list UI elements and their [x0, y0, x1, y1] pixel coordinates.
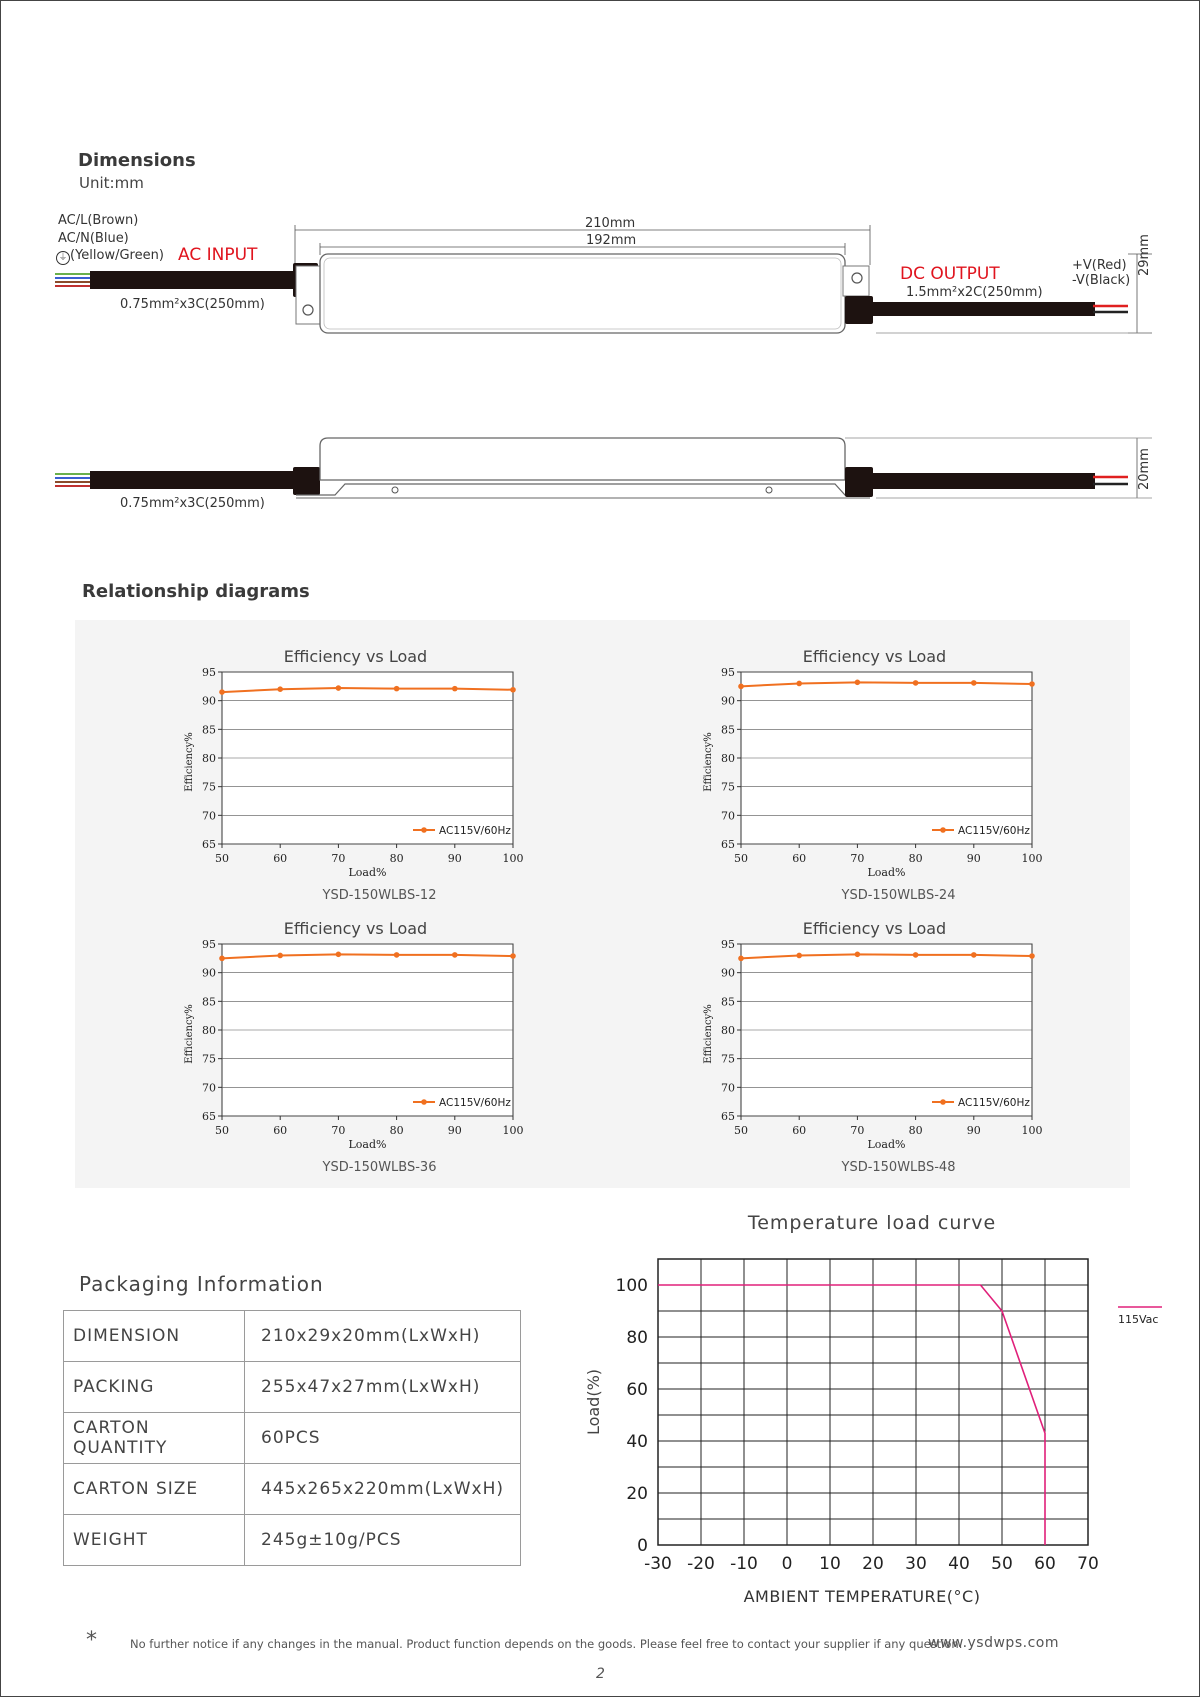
y-tick-label: 65 — [721, 838, 735, 851]
temp-x-axis-label: AMBIENT TEMPERATURE(°C) — [743, 1587, 981, 1606]
x-tick-label: 100 — [1021, 852, 1043, 865]
chart-caption: YSD-150WLBS-12 — [322, 888, 437, 903]
temp-y-tick-label: 0 — [637, 1536, 648, 1556]
data-point — [277, 686, 283, 692]
x-tick-label: 90 — [447, 1124, 462, 1137]
x-tick-label: 70 — [850, 852, 865, 865]
packaging-value: 445x265x220mm(LxWxH) — [245, 1464, 521, 1515]
y-tick-label: 75 — [202, 1052, 216, 1066]
temp-legend-label: 115Vac — [1118, 1313, 1159, 1326]
data-point — [855, 952, 861, 958]
chart-title: Efficiency vs Load — [283, 647, 428, 666]
ac-n-label: AC/N(Blue) — [58, 231, 129, 246]
x-tick-label: 100 — [502, 1124, 524, 1137]
packaging-key: CARTON QUANTITY — [64, 1413, 245, 1464]
temperature-chart — [0, 1200, 1200, 1620]
data-point — [796, 953, 802, 959]
temp-y-axis-label: Load(%) — [584, 1368, 603, 1436]
y-tick-label: 70 — [721, 1081, 735, 1095]
y-tick-label: 65 — [202, 838, 216, 851]
y-tick-label: 75 — [721, 1052, 735, 1066]
x-axis-label: Load% — [867, 866, 906, 879]
data-point — [452, 952, 458, 958]
data-point — [394, 686, 400, 692]
packaging-value: 60PCS — [245, 1413, 521, 1464]
height-label: 29mm — [1137, 234, 1152, 276]
y-tick-label: 95 — [721, 666, 735, 679]
temp-y-tick-label: 100 — [615, 1276, 648, 1296]
ground-icon: ⏚ — [56, 251, 70, 265]
length-body-label: 192mm — [586, 233, 637, 248]
temp-x-tick-label: 10 — [819, 1554, 841, 1574]
x-tick-label: 80 — [908, 1124, 923, 1137]
packaging-value: 245g±10g/PCS — [245, 1515, 521, 1566]
y-axis-label: Efficiency% — [703, 732, 714, 792]
y-tick-label: 85 — [721, 995, 735, 1009]
y-axis-label: Efficiency% — [184, 1004, 195, 1064]
y-tick-label: 80 — [721, 752, 735, 765]
temperature-plot — [584, 1212, 1162, 1606]
data-point — [913, 952, 919, 958]
y-tick-label: 70 — [721, 809, 735, 823]
temp-x-tick-label: 70 — [1077, 1554, 1099, 1574]
y-tick-label: 65 — [202, 1110, 216, 1123]
y-tick-label: 75 — [721, 780, 735, 794]
x-tick-label: 80 — [389, 852, 404, 865]
data-point — [277, 953, 283, 959]
legend-marker — [421, 827, 427, 833]
x-tick-label: 90 — [966, 1124, 981, 1137]
y-tick-label: 75 — [202, 780, 216, 794]
x-tick-label: 60 — [273, 1124, 288, 1137]
relationship-title: Relationship diagrams — [82, 581, 310, 602]
dimensions-title: Dimensions — [78, 150, 196, 171]
legend-marker — [940, 1099, 946, 1105]
input-cable-side-label: 0.75mm²x3C(250mm) — [120, 496, 265, 511]
efficiency-chart — [703, 647, 1043, 903]
efficiency-chart — [184, 647, 524, 903]
x-axis-label: Load% — [348, 866, 387, 879]
footer-star: * — [86, 1628, 97, 1653]
footer-website[interactable]: www.ysdwps.com — [928, 1635, 1059, 1651]
y-tick-label: 90 — [721, 966, 735, 980]
legend-marker — [421, 1099, 427, 1105]
legend-marker — [940, 827, 946, 833]
data-point — [510, 953, 516, 959]
x-tick-label: 60 — [792, 1124, 807, 1137]
data-point — [219, 689, 225, 695]
length-total-label: 210mm — [585, 216, 636, 231]
y-tick-label: 85 — [202, 995, 216, 1009]
y-tick-label: 80 — [721, 1024, 735, 1037]
x-tick-label: 80 — [389, 1124, 404, 1137]
temp-y-tick-label: 20 — [626, 1484, 648, 1504]
legend-label: AC115V/60Hz — [439, 825, 511, 837]
x-tick-label: 90 — [447, 852, 462, 865]
data-point — [510, 687, 516, 693]
packaging-key: DIMENSION — [64, 1311, 245, 1362]
packaging-key: WEIGHT — [64, 1515, 245, 1566]
x-tick-label: 60 — [792, 852, 807, 865]
data-point — [336, 952, 342, 958]
data-point — [913, 680, 919, 686]
y-tick-label: 70 — [202, 809, 216, 823]
output-cable-label: 1.5mm²x2C(250mm) — [906, 285, 1043, 300]
temp-y-tick-label: 60 — [626, 1380, 648, 1400]
data-point — [1029, 953, 1035, 959]
y-tick-label: 90 — [202, 966, 216, 980]
data-point — [394, 952, 400, 958]
efficiency-chart — [703, 919, 1043, 1175]
chart-title: Efficiency vs Load — [283, 919, 428, 938]
data-point — [855, 680, 861, 686]
x-tick-label: 60 — [273, 852, 288, 865]
x-tick-label: 80 — [908, 852, 923, 865]
temp-y-tick-label: 80 — [626, 1328, 648, 1348]
y-tick-label: 85 — [202, 723, 216, 737]
y-tick-label: 80 — [202, 752, 216, 765]
y-tick-label: 95 — [202, 666, 216, 679]
packaging-key: PACKING — [64, 1362, 245, 1413]
x-tick-label: 90 — [966, 852, 981, 865]
dimensions-unit: Unit:mm — [79, 174, 144, 192]
chart-caption: YSD-150WLBS-48 — [841, 1160, 956, 1175]
y-tick-label: 95 — [202, 938, 216, 951]
temp-x-tick-label: 20 — [862, 1554, 884, 1574]
efficiency-chart — [184, 919, 524, 1175]
x-tick-label: 50 — [734, 852, 748, 865]
ac-input-label: AC INPUT — [178, 245, 258, 265]
y-axis-label: Efficiency% — [703, 1004, 714, 1064]
x-tick-label: 70 — [850, 1124, 865, 1137]
temp-x-tick-label: 0 — [781, 1554, 793, 1574]
chart-caption: YSD-150WLBS-36 — [322, 1160, 437, 1175]
packaging-title: Packaging Information — [79, 1272, 324, 1296]
data-point — [452, 686, 458, 692]
data-point — [336, 685, 342, 691]
y-tick-label: 65 — [721, 1110, 735, 1123]
temp-x-tick-label: -20 — [687, 1554, 715, 1574]
data-point — [219, 956, 225, 962]
chart-title: Efficiency vs Load — [802, 919, 947, 938]
x-tick-label: 50 — [215, 1124, 229, 1137]
depth-label: 20mm — [1137, 448, 1152, 490]
x-tick-label: 70 — [331, 852, 346, 865]
data-point — [738, 684, 744, 690]
temp-x-tick-label: 50 — [991, 1554, 1013, 1574]
dc-output-label: DC OUTPUT — [900, 264, 1000, 284]
data-point — [971, 680, 977, 686]
ac-l-label: AC/L(Brown) — [58, 213, 139, 228]
footer-notice: No further notice if any changes in the manual. Product function depends on the goods. Please feel free to contact your supplier if any question. — [130, 1637, 963, 1651]
data-point — [796, 681, 802, 687]
x-axis-label: Load% — [867, 1138, 906, 1151]
x-tick-label: 100 — [502, 852, 524, 865]
page-number: 2 — [596, 1666, 605, 1682]
data-point — [971, 952, 977, 958]
legend-label: AC115V/60Hz — [958, 1097, 1030, 1109]
y-tick-label: 90 — [721, 694, 735, 708]
y-tick-label: 95 — [721, 938, 735, 951]
temp-chart-title: Temperature load curve — [747, 1212, 997, 1234]
packaging-value: 255x47x27mm(LxWxH) — [245, 1362, 521, 1413]
temp-x-tick-label: 60 — [1034, 1554, 1056, 1574]
temp-y-tick-label: 40 — [626, 1432, 648, 1452]
chart-caption: YSD-150WLBS-24 — [841, 888, 956, 903]
input-cable-label: 0.75mm²x3C(250mm) — [120, 297, 265, 312]
v-pos-label: +V(Red) — [1072, 258, 1127, 273]
packaging-key: CARTON SIZE — [64, 1464, 245, 1515]
y-tick-label: 70 — [202, 1081, 216, 1095]
chart-title: Efficiency vs Load — [802, 647, 947, 666]
x-tick-label: 50 — [215, 852, 229, 865]
data-point — [738, 956, 744, 962]
x-tick-label: 50 — [734, 1124, 748, 1137]
temp-x-tick-label: 40 — [948, 1554, 970, 1574]
x-axis-label: Load% — [348, 1138, 387, 1151]
temp-x-tick-label: 30 — [905, 1554, 927, 1574]
packaging-value: 210x29x20mm(LxWxH) — [245, 1311, 521, 1362]
v-neg-label: -V(Black) — [1072, 273, 1131, 288]
data-point — [1029, 681, 1035, 687]
temp-x-tick-label: -10 — [730, 1554, 758, 1574]
legend-label: AC115V/60Hz — [958, 825, 1030, 837]
ground-label: ⏚ (Yellow/Green) — [56, 248, 164, 265]
y-tick-label: 90 — [202, 694, 216, 708]
y-tick-label: 85 — [721, 723, 735, 737]
temp-x-tick-label: -30 — [644, 1554, 672, 1574]
y-tick-label: 80 — [202, 1024, 216, 1037]
x-tick-label: 70 — [331, 1124, 346, 1137]
legend-label: AC115V/60Hz — [439, 1097, 511, 1109]
y-axis-label: Efficiency% — [184, 732, 195, 792]
x-tick-label: 100 — [1021, 1124, 1043, 1137]
